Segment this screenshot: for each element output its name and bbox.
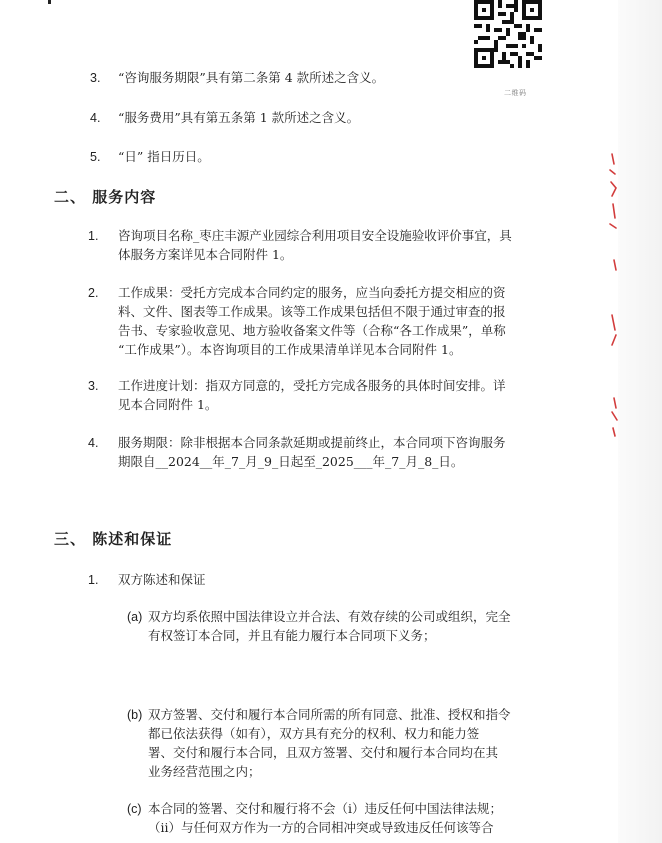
scan-mark <box>48 0 51 4</box>
clause-number: 4. <box>88 436 99 450</box>
clause-line: 见本合同附件 1。 <box>118 397 218 412</box>
clause-line: 体服务方案详见本合同附件 1。 <box>118 247 293 262</box>
clause-line: 期限自__2024__年_7_月_9_日起至_2025___年_7_月_8_日。 <box>118 454 464 469</box>
clause-number: 3. <box>88 379 99 393</box>
section-heading-representations: 三、 陈述和保证 <box>54 530 173 548</box>
subclause-line: （ii）与任何双方作为一方的合同相冲突或导致违反任何该等合 <box>148 820 494 835</box>
clause-line: 料、文件、图表等工作成果。该等工作成果包括但不限于通过审查的报 <box>118 304 506 319</box>
section-heading-service-content: 二、 服务内容 <box>54 188 157 206</box>
subclause-line: 双方签署、交付和履行本合同所需的所有同意、批准、授权和指令 <box>148 707 511 722</box>
clause-text <box>118 226 512 264</box>
subclause-text <box>148 705 511 781</box>
subclause-text <box>148 607 511 645</box>
clause-line: 服务期限：除非根据本合同条款延期或提前终止，本合同项下咨询服务 <box>118 435 506 450</box>
subclause-text <box>148 799 502 837</box>
subclause-line: 双方均系依照中国法律设立并合法、有效存续的公司或组织，完全 <box>148 609 511 624</box>
definition-number: 3. <box>90 71 101 85</box>
subclause-line: 都已依法获得（如有），双方具有充分的权利、权力和能力签 <box>148 726 480 741</box>
clause-text <box>118 376 506 414</box>
clause-text <box>118 433 506 471</box>
clause-text <box>118 283 506 359</box>
definition-text: “服务费用”具有第五条第 1 款所述之含义。 <box>118 110 360 125</box>
subclause-line: 业务经营范围之内； <box>148 764 261 779</box>
subclause-label: (c) <box>127 802 142 816</box>
clause-line: 工作成果：受托方完成本合同约定的服务，应当向委托方提交相应的资 <box>118 285 506 300</box>
subclause-label: (a) <box>127 610 143 624</box>
definition-number: 4. <box>90 111 101 125</box>
subclause-label: (b) <box>127 708 143 722</box>
clause-line: 工作进度计划：指双方同意的，受托方完成各服务的具体时间安排。详 <box>118 378 506 393</box>
qr-caption: 二维码 <box>504 89 527 97</box>
definition-text: “咨询服务期限”具有第二条第 4 款所述之含义。 <box>118 70 385 85</box>
clause-line: “工作成果”）。本咨询项目的工作成果清单详见本合同附件 1。 <box>118 342 462 357</box>
red-seal-mark <box>600 140 624 440</box>
page-edge <box>618 0 662 843</box>
clause-text: 双方陈述和保证 <box>118 572 206 587</box>
subclause-line: 署、交付和履行本合同，且双方签署、交付和履行本合同均在其 <box>148 745 499 760</box>
subclause-line: 本合同的签署、交付和履行将不会（i）违反任何中国法律法规； <box>148 801 502 816</box>
clause-line: 告书、专家验收意见、地方验收备案文件等（合称“各工作成果”，单称 <box>118 323 506 338</box>
clause-number: 2. <box>88 286 99 300</box>
clause-line: 咨询项目名称_枣庄丰源产业园综合利用项目安全设施验收评价事宜，具 <box>118 228 512 243</box>
clause-number: 1. <box>88 229 99 243</box>
qr-code-icon <box>474 0 542 68</box>
definition-number: 5. <box>90 150 101 164</box>
definition-text: “日” 指日历日。 <box>118 149 210 164</box>
clause-number: 1. <box>88 573 99 587</box>
subclause-line: 有权签订本合同，并且有能力履行本合同项下义务； <box>148 628 436 643</box>
